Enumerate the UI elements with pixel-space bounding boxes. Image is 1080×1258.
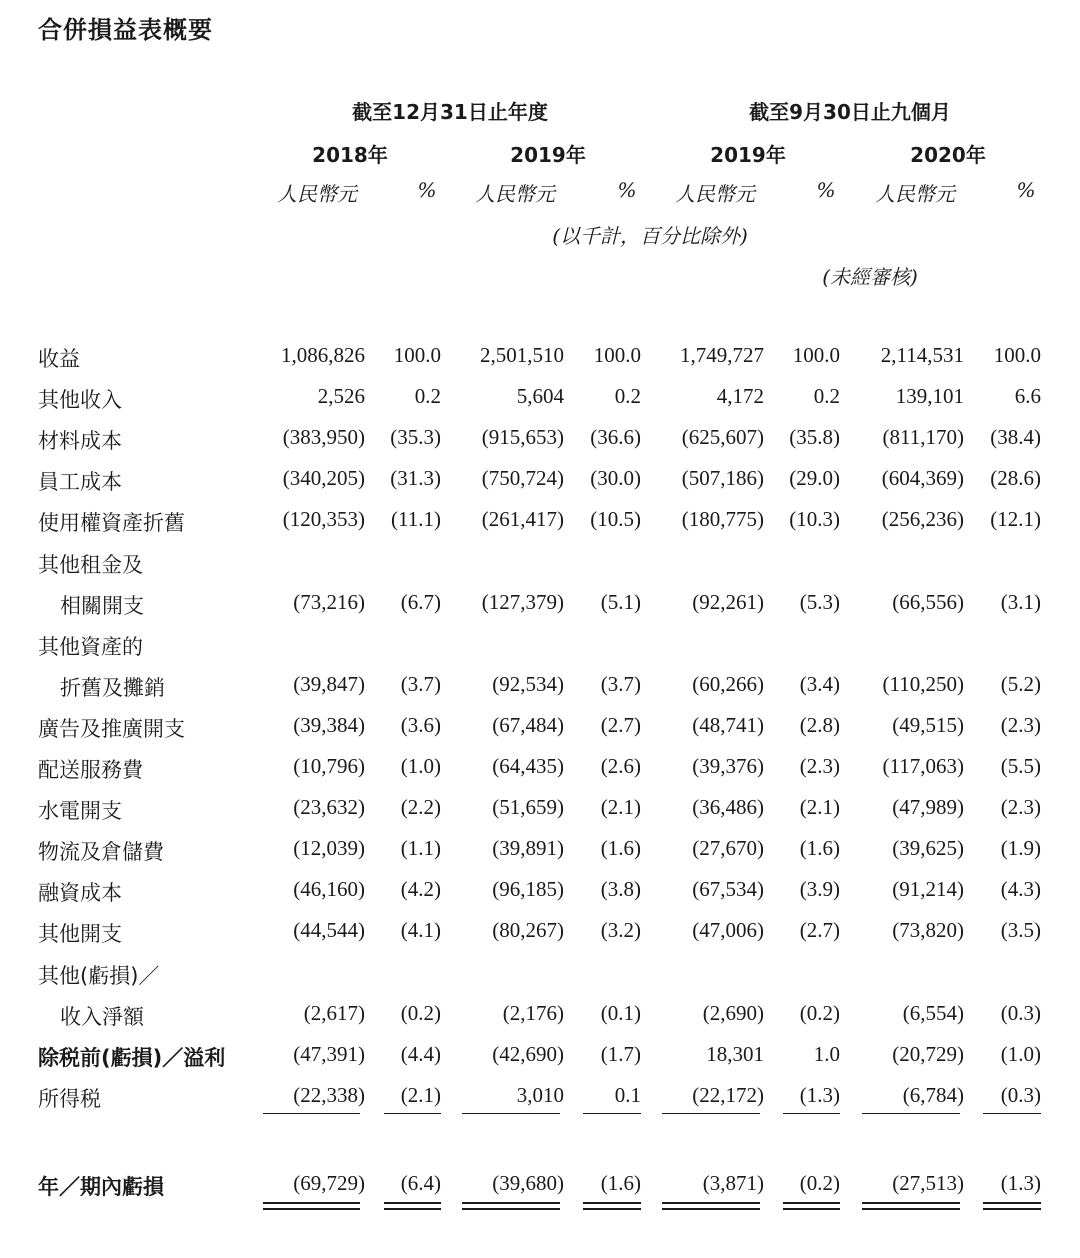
period-header-nine-months: 截至9月30日止九個月 [749,100,951,124]
percent-cell: 6.6 [1014,384,1041,409]
percent-cell: (1.0) [1000,1041,1041,1066]
amount-cell: (80,267) [492,918,564,943]
amount-cell: (2,617) [303,1000,365,1025]
percent-cell: (30.0) [590,466,641,491]
total-percent-cell: (1.6) [600,1171,641,1195]
row-label: 配送服務費 [38,758,143,782]
percent-cell: (2.1) [600,795,641,820]
percent-cell: 0.2 [414,384,441,409]
total-double-underline [662,1202,760,1210]
percent-cell: (1.7) [600,1041,641,1066]
percent-cell: (1.6) [799,836,840,861]
subtotal-underline [983,1113,1041,1114]
amount-cell: (46,160) [293,877,365,902]
row-label: 員工成本 [38,470,122,495]
note-thousands: (以千計，百分比除外) [552,224,748,248]
percent-cell: (6.7) [400,589,441,614]
total-double-underline [783,1202,840,1210]
percent-cell: (31.3) [390,466,441,491]
percent-cell: (3.5) [1000,918,1041,943]
row-label: 折舊及攤銷 [60,675,165,700]
percent-header: % [816,178,836,202]
amount-cell: (36,486) [692,795,764,820]
amount-cell: (73,820) [892,918,964,943]
row-label: 其他資產的 [38,634,143,659]
amount-cell: (127,379) [481,589,564,614]
percent-cell: (2.1) [799,795,840,820]
row-label: 物流及倉儲費 [38,840,164,865]
percent-cell: (1.0) [400,754,441,778]
row-label: 收益 [38,347,80,371]
amount-cell: (2,176) [502,1000,564,1025]
percent-cell: (2.7) [799,918,840,943]
amount-cell: 2,526 [317,384,365,409]
percent-cell: (3.7) [400,671,441,696]
amount-cell: (67,534) [692,877,764,902]
subtotal-underline [384,1113,441,1114]
percent-cell: (4.2) [400,877,441,902]
percent-cell: (38.4) [990,425,1041,450]
amount-cell: (20,729) [892,1041,964,1066]
total-double-underline [983,1202,1041,1210]
percent-cell: 100.0 [993,343,1041,367]
total-double-underline [384,1202,441,1210]
total-double-underline [862,1202,960,1210]
subtotal-underline [862,1113,960,1114]
amount-cell: (39,376) [692,754,764,778]
total-amount-cell: (3,871) [702,1171,764,1195]
amount-cell: (383,950) [282,425,365,450]
percent-cell: (11.1) [391,507,441,532]
year-header-2020: 2020年 [910,143,986,167]
percent-cell: (1.3) [799,1082,840,1107]
total-label: 年／期內虧損 [38,1175,164,1199]
percent-cell: (0.3) [1000,1082,1041,1107]
amount-cell: (2,690) [702,1000,764,1025]
total-amount-cell: (39,680) [492,1171,564,1195]
percent-cell: (35.8) [789,425,840,450]
total-double-underline [583,1202,641,1210]
amount-cell: (64,435) [492,754,564,778]
total-percent-cell: (6.4) [400,1171,441,1195]
total-amount-cell: (69,729) [293,1171,365,1195]
amount-cell: 5,604 [516,384,564,409]
row-label: 其他開支 [38,922,122,947]
amount-cell: (12,039) [293,836,365,861]
percent-cell: (5.3) [799,589,840,614]
percent-cell: (3.8) [600,877,641,902]
total-double-underline [462,1202,560,1210]
percent-cell: (2.1) [400,1082,441,1107]
amount-cell: (180,775) [681,507,764,532]
row-label: 材料成本 [38,429,122,454]
amount-cell: (92,534) [492,671,564,696]
subtotal-underline [583,1113,641,1114]
percent-cell: 0.1 [614,1082,641,1107]
percent-cell: (5.5) [1000,754,1041,778]
amount-cell: 139,101 [895,384,964,409]
percent-header: % [617,178,637,202]
amount-cell: 1,749,727 [680,343,764,367]
percent-header: % [1016,178,1036,202]
percent-cell: (4.3) [1000,877,1041,902]
row-label: 其他收入 [38,388,122,413]
percent-cell: (0.2) [400,1000,441,1025]
amount-cell: (91,214) [892,877,964,902]
percent-cell: (3.6) [400,712,441,737]
amount-cell: (47,391) [293,1041,365,1066]
subtotal-underline [462,1113,560,1114]
currency-header: 人民幣元 [475,182,555,206]
amount-cell: (23,632) [293,795,365,820]
percent-cell: (29.0) [789,466,840,491]
amount-cell: (60,266) [692,671,764,696]
amount-cell: (256,236) [881,507,964,532]
percent-cell: (35.3) [390,425,441,450]
amount-cell: 18,301 [706,1041,764,1066]
amount-cell: (27,670) [692,836,764,861]
row-label: 廣告及推廣開支 [38,716,185,741]
amount-cell: (48,741) [692,712,764,737]
amount-cell: (47,989) [892,795,964,820]
percent-cell: 100.0 [792,343,840,367]
percent-cell: (10.3) [789,507,840,532]
amount-cell: (42,690) [492,1041,564,1066]
percent-cell: (3.2) [600,918,641,943]
amount-cell: (51,659) [492,795,564,820]
amount-cell: 4,172 [716,384,764,409]
year-header-2019-nine: 2019年 [710,143,786,167]
percent-cell: 0.2 [813,384,840,409]
amount-cell: (22,172) [692,1082,764,1107]
amount-cell: 2,501,510 [480,343,564,367]
percent-cell: (1.6) [600,836,641,861]
percent-cell: 100.0 [393,343,441,367]
row-label: 水電開支 [38,799,122,824]
currency-header: 人民幣元 [875,182,955,206]
subtotal-underline [662,1113,760,1114]
percent-header: % [417,178,437,202]
percent-cell: (2.6) [600,754,641,778]
percent-cell: (2.3) [1000,795,1041,820]
amount-cell: (39,891) [492,836,564,861]
amount-cell: (117,063) [882,754,964,778]
total-percent-cell: (0.2) [799,1171,840,1195]
percent-cell: (0.3) [1000,1000,1041,1025]
percent-cell: 0.2 [614,384,641,409]
amount-cell: (6,554) [902,1000,964,1025]
amount-cell: (49,515) [892,712,964,737]
amount-cell: (625,607) [681,425,764,450]
amount-cell: (10,796) [293,754,365,778]
amount-cell: (96,185) [492,877,564,902]
percent-cell: (36.6) [590,425,641,450]
row-label: 收入淨額 [60,1004,144,1029]
amount-cell: (66,556) [892,589,964,614]
percent-cell: (3.9) [799,877,840,902]
subtotal-underline [263,1113,360,1114]
percent-cell: (12.1) [990,507,1041,532]
amount-cell: (44,544) [293,918,365,943]
percent-cell: (2.3) [1000,712,1041,737]
row-label: 相關開支 [60,593,144,618]
percent-cell: (5.1) [600,589,641,614]
subtotal-underline [783,1113,840,1114]
percent-cell: (1.9) [1000,836,1041,861]
amount-cell: (340,205) [282,466,365,491]
amount-cell: (67,484) [492,712,564,737]
amount-cell: (22,338) [293,1082,365,1107]
amount-cell: (507,186) [681,466,764,491]
amount-cell: (811,170) [882,425,964,450]
percent-cell: 100.0 [593,343,641,367]
percent-cell: (2.3) [799,754,840,778]
amount-cell: (120,353) [282,507,365,532]
row-label: 融資成本 [38,881,122,906]
amount-cell: (39,384) [293,712,365,737]
row-label: 其他租金及 [38,552,143,577]
row-label: 所得税 [38,1086,101,1111]
amount-cell: (604,369) [881,466,964,491]
percent-cell: (0.1) [600,1000,641,1025]
percent-cell: (3.4) [799,671,840,696]
percent-cell: (2.7) [600,712,641,737]
percent-cell: (3.1) [1000,589,1041,614]
percent-cell: 1.0 [813,1041,840,1066]
total-amount-cell: (27,513) [892,1171,964,1195]
percent-cell: (4.1) [400,918,441,943]
percent-cell: (10.5) [590,507,641,532]
amount-cell: (915,653) [481,425,564,450]
percent-cell: (2.2) [400,795,441,820]
period-header-year: 截至12月31日止年度 [352,100,548,124]
total-double-underline [263,1202,360,1210]
amount-cell: (73,216) [293,589,365,614]
amount-cell: 2,114,531 [880,343,964,367]
amount-cell: (261,417) [481,507,564,532]
percent-cell: (28.6) [990,466,1041,491]
amount-cell: (750,724) [481,466,564,491]
note-unaudited: (未經審核) [822,265,918,289]
amount-cell: 3,010 [516,1082,564,1107]
percent-cell: (0.2) [799,1000,840,1025]
amount-cell: (6,784) [902,1082,964,1107]
row-label: 使用權資產折舊 [38,511,185,536]
amount-cell: 1,086,826 [281,343,365,367]
percent-cell: (5.2) [1000,671,1041,696]
percent-cell: (2.8) [799,712,840,737]
amount-cell: (92,261) [692,589,764,614]
total-percent-cell: (1.3) [1000,1171,1041,1195]
amount-cell: (47,006) [692,918,764,943]
currency-header: 人民幣元 [675,182,755,206]
year-header-2019: 2019年 [510,143,586,167]
amount-cell: (39,847) [293,671,365,696]
amount-cell: (39,625) [892,836,964,861]
amount-cell: (110,250) [882,671,964,696]
percent-cell: (3.7) [600,671,641,696]
currency-header: 人民幣元 [277,182,357,206]
percent-cell: (1.1) [400,836,441,861]
row-label: 其他(虧損)／ [38,963,160,988]
year-header-2018: 2018年 [312,143,388,167]
page-title: 合併損益表概要 [38,16,213,44]
percent-cell: (4.4) [400,1041,441,1066]
row-label: 除税前(虧損)／溢利 [38,1045,226,1070]
